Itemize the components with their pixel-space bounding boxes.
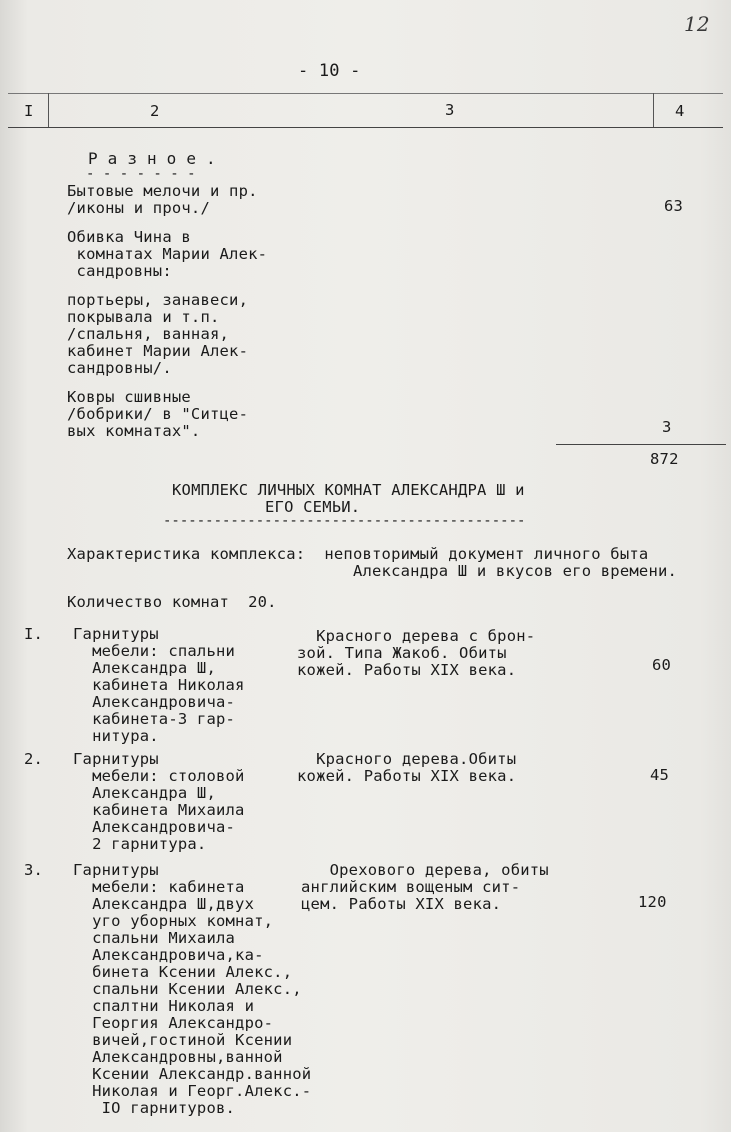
entry-name: Гарнитуры мебели: кабинета Александра Ш,двух уго уборных комнат, спальни Михаила Александровича,ка- бинета Ксении Алекс., спальни Ксении Алекс., спалтни Николая и Георгия Александро- вичей,гостиной Ксении Александровны,ванной Ксении Александр.ванной Николая и Георг.Алекс.- IO гарнитуров.	[73, 861, 312, 1117]
entry-value: 120	[638, 893, 667, 911]
header-divider	[48, 93, 49, 127]
section-underline: - - - - - - -	[86, 166, 196, 182]
misc-item: Бытовые мелочи и пр. /иконы и проч./	[67, 182, 258, 217]
column-header-3: 3	[445, 101, 455, 119]
entry-value: 45	[650, 766, 670, 784]
complex-title: ЕГО СЕМЬИ.	[265, 498, 361, 516]
entry-number: 2.	[24, 750, 44, 768]
entry-description: Красного дерева.Обиты кожей. Работы XIX века.	[297, 750, 517, 785]
entry-value: 60	[652, 656, 672, 674]
entry-name: Гарнитуры мебели: столовой Александра Ш, кабинета Михаила Александровича- 2 гарнитура.	[73, 750, 245, 853]
folio-number: 12	[684, 12, 710, 36]
column-header-2: 2	[150, 102, 160, 120]
page-number: - 10 -	[298, 61, 361, 81]
misc-total: 872	[650, 450, 679, 468]
total-rule	[556, 444, 726, 445]
misc-item: портьеры, занавеси, покрывала и т.п. /спальня, ванная, кабинет Марии Алек- сандровны/.	[67, 291, 249, 377]
column-header-1: I	[24, 102, 34, 120]
entry-name: Гарнитуры мебели: спальни Александра Ш, кабинета Николая Александровича- кабинета-3 гар- нитура.	[73, 625, 245, 745]
misc-item: Обивка Чина в комнатах Марии Алек- сандровны:	[67, 228, 268, 280]
section-heading: Р а з н о е .	[88, 149, 216, 168]
misc-item-value: 63	[664, 197, 684, 215]
complex-underline: -------------------------------------------	[163, 513, 526, 529]
entry-description: Орехового дерева, обиты английским вощеным сит- цем. Работы XIX века.	[301, 861, 549, 913]
complex-title: КОМПЛЕКС ЛИЧНЫХ КОМНАТ АЛЕКСАНДРА Ш и	[172, 481, 525, 499]
header-top-rule	[8, 93, 723, 94]
entry-number: 3.	[24, 861, 44, 879]
misc-item: Ковры сшивные /бобрики/ в "Ситце- вых комнатах".	[67, 388, 249, 440]
entry-number: I.	[24, 625, 44, 643]
complex-characteristic: Характеристика комплекса: неповторимый документ личного быта Александра Ш и вкусов его времени.	[67, 545, 678, 580]
column-header-4: 4	[675, 102, 685, 120]
header-divider	[653, 93, 654, 127]
misc-item-value: 3	[662, 418, 672, 436]
header-bottom-rule	[8, 127, 723, 128]
rooms-count: Количество комнат 20.	[67, 593, 277, 611]
entry-description: Красного дерева с брон- зой. Типа Жакоб. Обиты кожей. Работы XIX века.	[297, 627, 536, 679]
